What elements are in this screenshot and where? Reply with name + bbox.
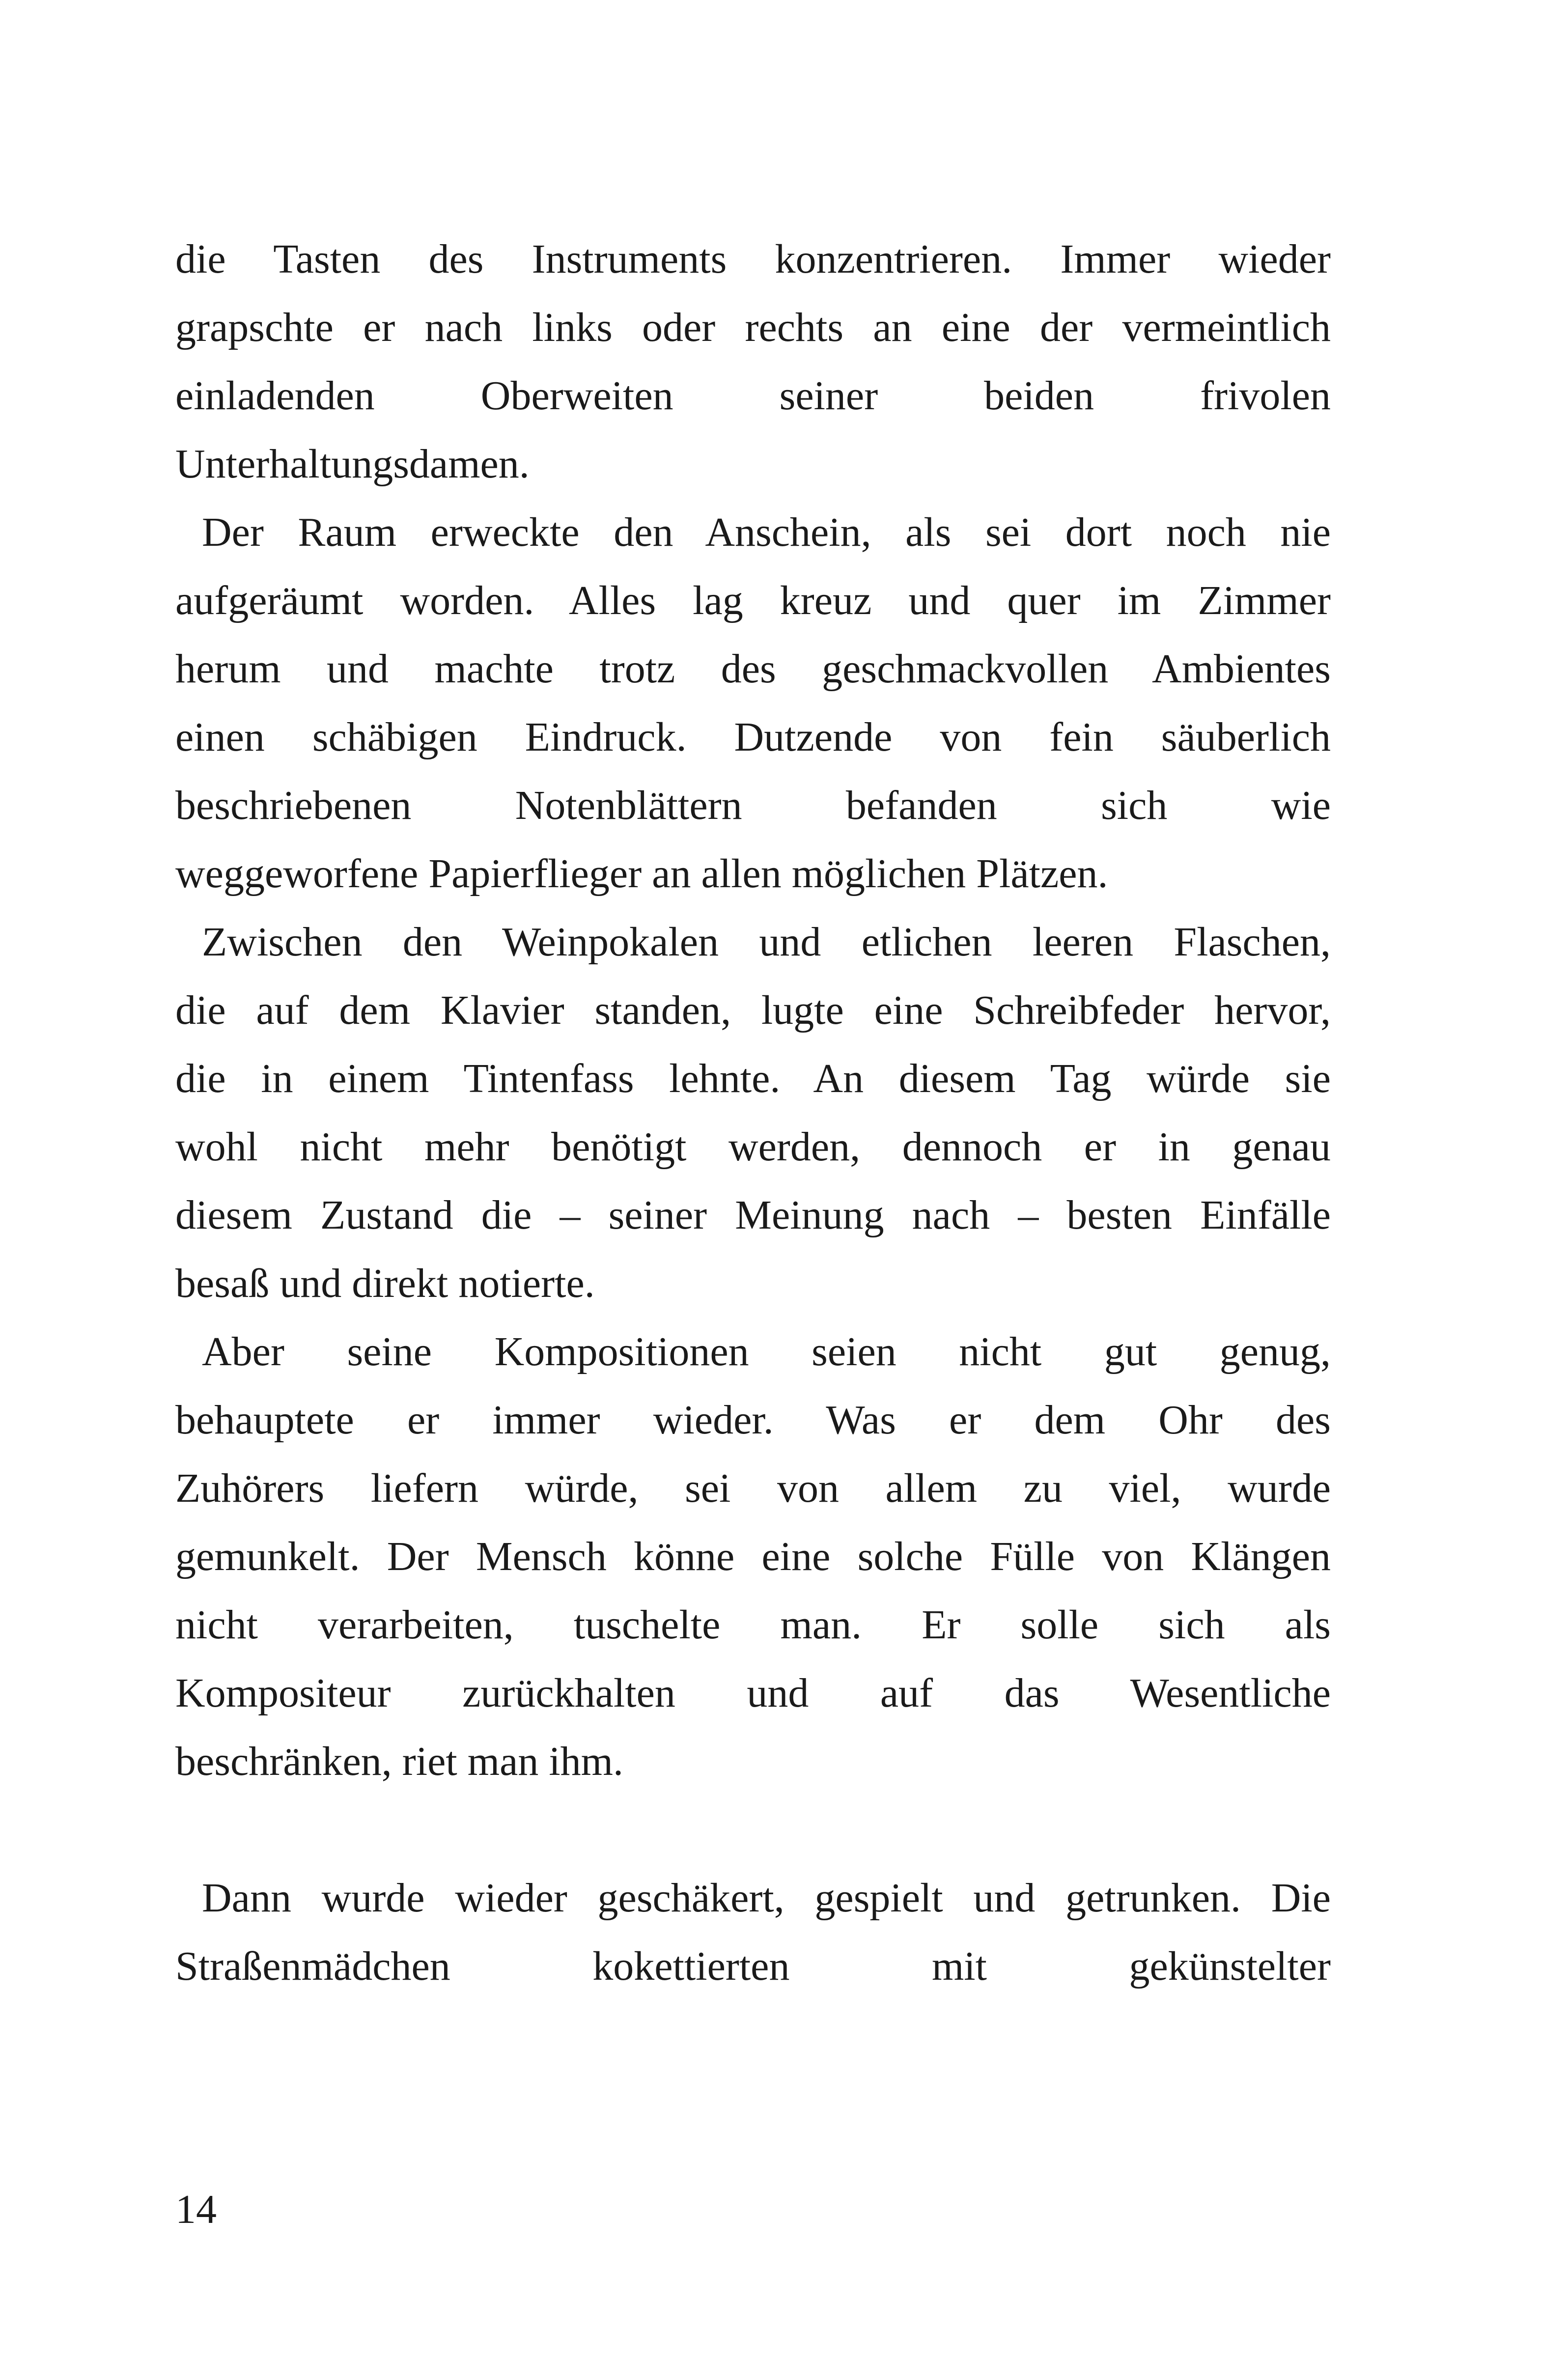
- text-line: nicht verarbeiten, tuschelte man. Er solle sich als: [175, 1602, 1331, 1648]
- text-line: gemunkelt. Der Mensch könne eine solche Fülle von Klängen: [175, 1534, 1331, 1579]
- text-line: diesem Zustand die – seiner Meinung nach – besten Einfälle: [175, 1192, 1331, 1238]
- text-line: wohl nicht mehr benötigt werden, dennoch er in genau: [175, 1124, 1331, 1170]
- page-number: 14: [175, 2187, 217, 2232]
- text-line: einladenden Oberweiten seiner beiden frivolen: [175, 373, 1331, 419]
- paragraph-start-line: Dann wurde wieder geschäkert, gespielt und getrunken. Die: [202, 1875, 1331, 1921]
- text-line: die in einem Tintenfass lehnte. An diesem Tag würde sie: [175, 1056, 1331, 1101]
- text-line: besaß und direkt notierte.: [175, 1261, 595, 1306]
- text-line: die Tasten des Instruments konzentrieren. Immer wieder: [175, 236, 1331, 282]
- text-line: Zuhörers liefern würde, sei von allem zu viel, wurde: [175, 1465, 1331, 1511]
- body-text: [175, 225, 1331, 2000]
- paragraph-start-line: Zwischen den Weinpokalen und etlichen leeren Flaschen,: [202, 919, 1331, 965]
- section-break: [175, 1796, 1331, 1864]
- text-line: Unterhaltungsdamen.: [175, 441, 530, 487]
- text-line: die auf dem Klavier standen, lugte eine Schreibfeder hervor,: [175, 987, 1331, 1033]
- text-line: Kompositeur zurückhalten und auf das Wesentliche: [175, 1670, 1331, 1716]
- text-line: Straßenmädchen kokettierten mit gekünstelter: [175, 1943, 1331, 1989]
- text-line: aufgeräumt worden. Alles lag kreuz und quer im Zimmer: [175, 578, 1331, 623]
- text-line: grapschte er nach links oder rechts an eine der vermeintlich: [175, 305, 1331, 350]
- paragraph-start-line: Aber seine Kompositionen seien nicht gut genug,: [202, 1329, 1331, 1375]
- text-line: weggeworfene Papierflieger an allen möglichen Plätzen.: [175, 851, 1108, 897]
- text-line: beschränken, riet man ihm.: [175, 1739, 624, 1784]
- text-line: einen schäbigen Eindruck. Dutzende von fein säuberlich: [175, 714, 1331, 760]
- text-line: behauptete er immer wieder. Was er dem Ohr des: [175, 1397, 1331, 1443]
- text-line: beschriebenen Notenblättern befanden sich wie: [175, 783, 1331, 828]
- text-line: herum und machte trotz des geschmackvollen Ambientes: [175, 646, 1331, 692]
- paragraph-start-line: Der Raum erweckte den Anschein, als sei dort noch nie: [202, 509, 1331, 555]
